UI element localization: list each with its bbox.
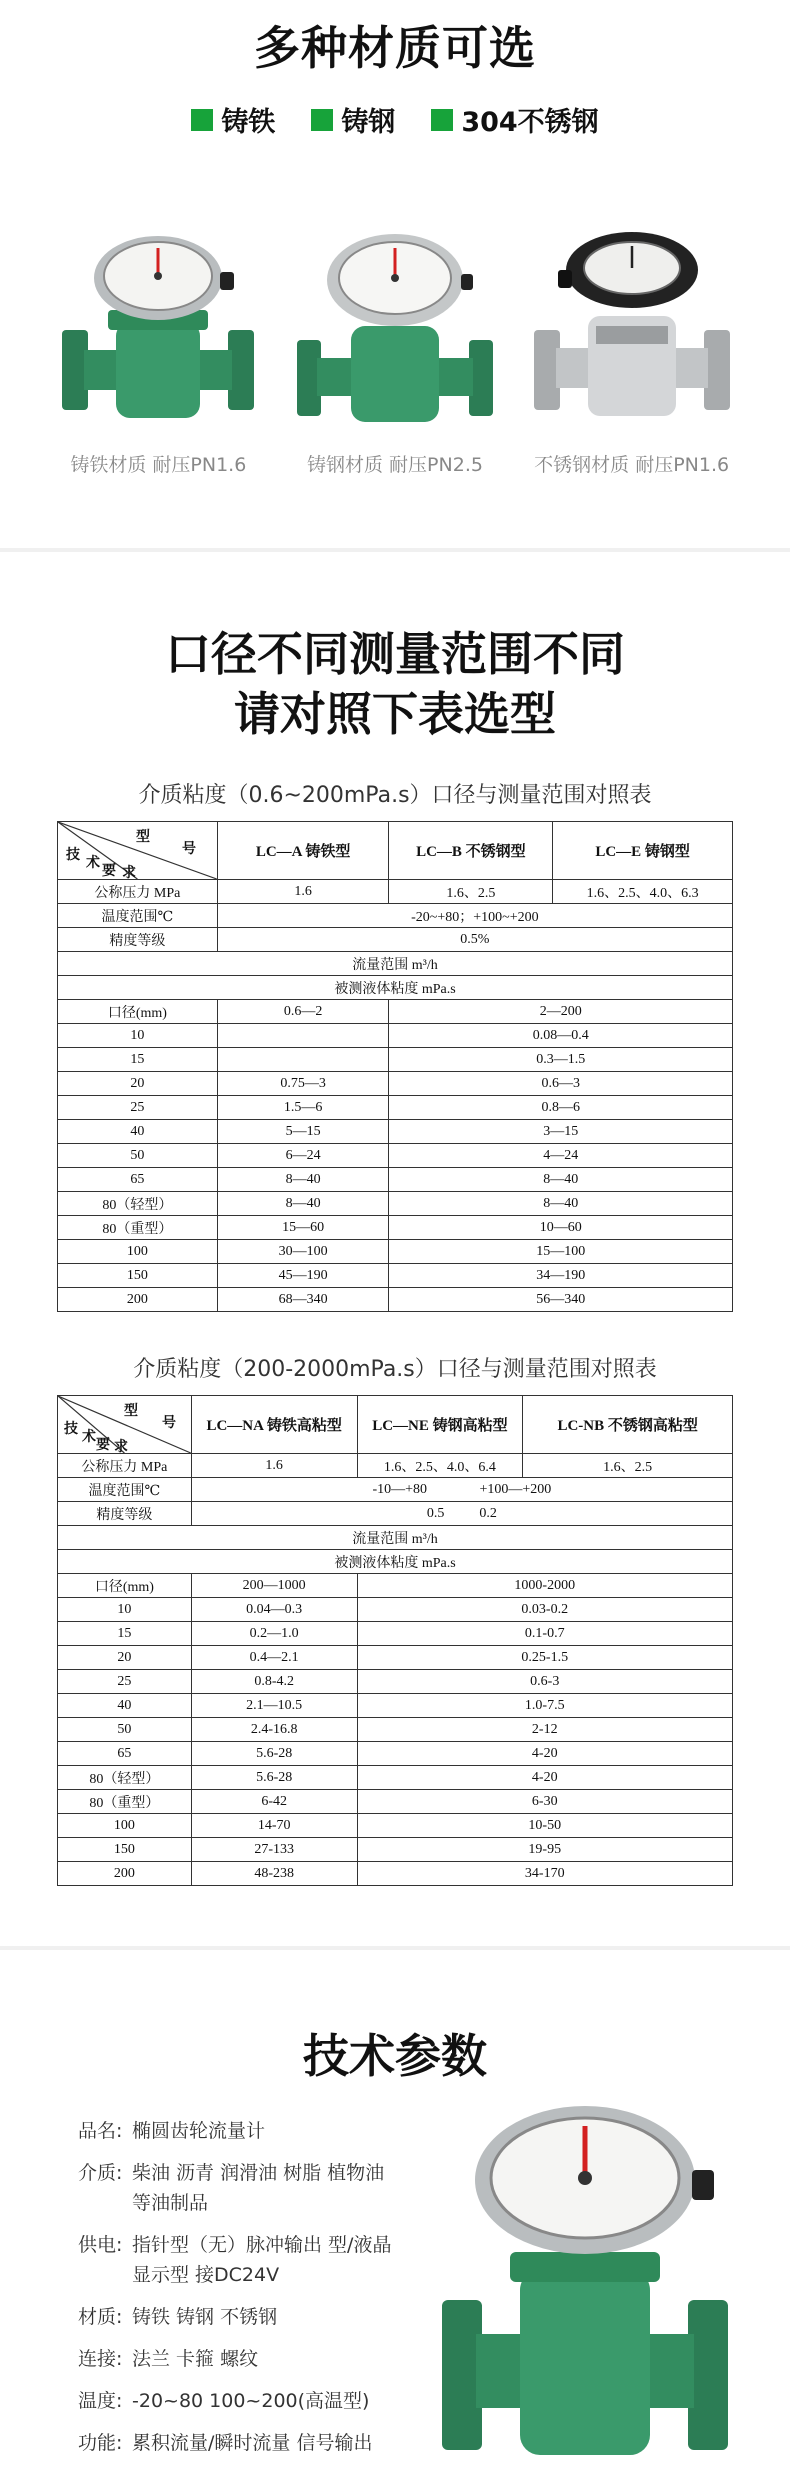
viscosity-label: 被测液体粘度 mPa.s xyxy=(58,1550,733,1574)
product-stainless xyxy=(532,230,732,477)
row-label: 20 xyxy=(58,1072,218,1096)
cell: 14-70 xyxy=(191,1814,357,1838)
cell: 30—100 xyxy=(217,1240,389,1264)
cell: 0.03-0.2 xyxy=(357,1598,732,1622)
row-label: 公称压力 MPa xyxy=(58,880,218,904)
flowmeter-main-image xyxy=(440,2100,730,2455)
cell: 56—340 xyxy=(389,1288,733,1312)
cell: 1.5—6 xyxy=(217,1096,389,1120)
cell: 15—60 xyxy=(217,1216,389,1240)
row-label: 15 xyxy=(58,1622,192,1646)
cell: 0.3—1.5 xyxy=(389,1048,733,1072)
table-row xyxy=(58,1814,733,1838)
selection-section xyxy=(0,552,790,1946)
param-row xyxy=(78,2386,392,2416)
product-cast-steel xyxy=(295,230,495,477)
row-label: 100 xyxy=(58,1240,218,1264)
cell: 1.0-7.5 xyxy=(357,1694,732,1718)
table-row xyxy=(58,1646,733,1670)
cell: 0.1-0.7 xyxy=(357,1622,732,1646)
cell: 0.25-1.5 xyxy=(357,1646,732,1670)
table2-caption: 介质粘度（200-2000mPa.s）口径与测量范围对照表 xyxy=(133,1357,657,1382)
cell: 4—24 xyxy=(389,1144,733,1168)
cell: 6-30 xyxy=(357,1790,732,1814)
cell: 0.8—6 xyxy=(389,1096,733,1120)
table-row xyxy=(58,1120,733,1144)
col-header: LC-NB 不锈钢高粘型 xyxy=(523,1396,733,1454)
cell: 8—40 xyxy=(217,1192,389,1216)
param-value: 累积流量/瞬时流量 信号输出 xyxy=(132,2432,373,2454)
cell: 0.8-4.2 xyxy=(191,1670,357,1694)
cell: 3—15 xyxy=(389,1120,733,1144)
row-label: 40 xyxy=(58,1120,218,1144)
param-key: 温度: xyxy=(78,2390,123,2412)
param-value: 指针型（无）脉冲输出 型/液晶显示型 接DC24V xyxy=(132,2234,392,2286)
param-value: 柴油 沥青 润滑油 树脂 植物油等油制品 xyxy=(132,2162,385,2214)
row-label: 100 xyxy=(58,1814,192,1838)
cell: 1.6 xyxy=(191,1454,357,1478)
param-value: 法兰 卡箍 螺纹 xyxy=(132,2348,259,2370)
param-value: 椭圆齿轮流量计 xyxy=(132,2120,266,2142)
cell: 1.6、2.5、4.0、6.3 xyxy=(553,880,733,904)
tech-params-section xyxy=(0,1950,790,2455)
table-row xyxy=(58,1216,733,1240)
col-header: LC—B 不锈钢型 xyxy=(389,822,553,880)
table-diagonal-header xyxy=(58,822,218,880)
row-label: 25 xyxy=(58,1670,192,1694)
cell xyxy=(217,1024,389,1048)
table2-wrap xyxy=(57,1395,733,1886)
tech-params-title: 技术参数 xyxy=(303,2029,487,2083)
cell: 6—24 xyxy=(217,1144,389,1168)
cell: 45—190 xyxy=(217,1264,389,1288)
param-value: 铸铁 铸钢 不锈钢 xyxy=(132,2306,278,2328)
cell: 5.6-28 xyxy=(191,1742,357,1766)
hdr-num: 号 xyxy=(162,1416,176,1431)
row-label: 200 xyxy=(58,1288,218,1312)
cell: 200—1000 xyxy=(191,1574,357,1598)
param-row xyxy=(78,2302,392,2332)
product-caption: 不锈钢材质 耐压PN1.6 xyxy=(534,454,730,476)
cell: 0.08—0.4 xyxy=(389,1024,733,1048)
hdr-shu: 术 xyxy=(82,1430,96,1445)
cell: 0.5% xyxy=(217,928,732,952)
flowmeter-image xyxy=(295,230,495,430)
param-value: -20~80 100~200(高温型) xyxy=(132,2390,370,2412)
product-caption: 铸钢材质 耐压PN2.5 xyxy=(307,454,483,476)
row-label: 50 xyxy=(58,1718,192,1742)
param-key: 材质: xyxy=(78,2306,123,2328)
table-row xyxy=(58,1766,733,1790)
row-label: 200 xyxy=(58,1862,192,1886)
hdr-model: 型 xyxy=(124,1404,138,1419)
cell: 2—200 xyxy=(389,1000,733,1024)
col-header: LC—NA 铸铁高粘型 xyxy=(191,1396,357,1454)
cell: 2.4-16.8 xyxy=(191,1718,357,1742)
cell: 1.6、2.5、4.0、6.4 xyxy=(357,1454,523,1478)
table-row xyxy=(58,1072,733,1096)
params-list xyxy=(78,2116,392,2470)
hdr-tech: 技 xyxy=(64,1422,78,1437)
row-label: 80（轻型） xyxy=(58,1766,192,1790)
table-row xyxy=(58,1742,733,1766)
col-header: LC—A 铸铁型 xyxy=(217,822,389,880)
cell: 8—40 xyxy=(389,1168,733,1192)
table-row xyxy=(58,1264,733,1288)
row-label: 150 xyxy=(58,1838,192,1862)
cell: 0.6-3 xyxy=(357,1670,732,1694)
table1-wrap xyxy=(57,821,733,1312)
param-key: 功能: xyxy=(78,2432,123,2454)
cell: 1.6 xyxy=(217,880,389,904)
materials-section xyxy=(0,0,790,548)
row-label: 温度范围℃ xyxy=(58,1478,192,1502)
material-label: 铸钢 xyxy=(341,107,396,138)
cell: 34-170 xyxy=(357,1862,732,1886)
table-row xyxy=(58,1288,733,1312)
cell: 15—100 xyxy=(389,1240,733,1264)
material-item xyxy=(431,100,598,139)
row-label: 150 xyxy=(58,1264,218,1288)
flowmeter-image xyxy=(58,230,258,430)
table-row xyxy=(58,1144,733,1168)
material-item xyxy=(191,100,275,139)
viscosity-label: 被测液体粘度 mPa.s xyxy=(58,976,733,1000)
table-row xyxy=(58,1048,733,1072)
flow-range-label: 流量范围 m³/h xyxy=(58,1526,733,1550)
param-row xyxy=(78,2230,392,2290)
table-row xyxy=(58,1838,733,1862)
row-label: 20 xyxy=(58,1646,192,1670)
table-row xyxy=(58,1694,733,1718)
col-header: LC—E 铸钢型 xyxy=(553,822,733,880)
row-label: 15 xyxy=(58,1048,218,1072)
row-label: 25 xyxy=(58,1096,218,1120)
row-label: 80（轻型） xyxy=(58,1192,218,1216)
selection-title-line2: 请对照下表选型 xyxy=(234,687,556,741)
hdr-tech: 技 xyxy=(66,848,80,863)
param-row xyxy=(78,2158,392,2218)
param-key: 品名: xyxy=(78,2120,123,2142)
flow-range-label: 流量范围 m³/h xyxy=(58,952,733,976)
row-label: 温度范围℃ xyxy=(58,904,218,928)
cell: 68—340 xyxy=(217,1288,389,1312)
selection-title-line1: 口径不同测量范围不同 xyxy=(165,627,625,681)
cell: 34—190 xyxy=(389,1264,733,1288)
hdr-qiu: 求 xyxy=(114,1440,128,1455)
row-label: 65 xyxy=(58,1168,218,1192)
row-label: 精度等级 xyxy=(58,1502,192,1526)
hdr-shu: 术 xyxy=(86,856,100,871)
param-key: 介质: xyxy=(78,2162,123,2184)
table2-body xyxy=(58,1574,733,1886)
table-row xyxy=(58,1574,733,1598)
hdr-model: 型 xyxy=(136,830,150,845)
table-row xyxy=(58,1862,733,1886)
cell: 48-238 xyxy=(191,1862,357,1886)
range-table-1 xyxy=(57,821,733,1312)
product-cast-iron xyxy=(58,230,258,477)
row-label: 10 xyxy=(58,1598,192,1622)
hdr-req: 要 xyxy=(96,1438,110,1453)
cell: 4-20 xyxy=(357,1742,732,1766)
table-row xyxy=(58,1096,733,1120)
row-label: 口径(mm) xyxy=(58,1000,218,1024)
material-label: 铸铁 xyxy=(221,107,276,138)
cell xyxy=(217,1048,389,1072)
cell: 8—40 xyxy=(217,1168,389,1192)
param-row xyxy=(78,2344,392,2374)
product-row xyxy=(0,230,790,477)
table-row xyxy=(58,1168,733,1192)
param-key: 供电: xyxy=(78,2234,123,2256)
cell: 0.2—1.0 xyxy=(191,1622,357,1646)
green-square-icon xyxy=(431,109,453,131)
row-label: 口径(mm) xyxy=(58,1574,192,1598)
table-row xyxy=(58,1024,733,1048)
table-row xyxy=(58,1718,733,1742)
hdr-num: 号 xyxy=(182,842,196,857)
green-square-icon xyxy=(191,109,213,131)
cell: 10-50 xyxy=(357,1814,732,1838)
table-row xyxy=(58,1670,733,1694)
cell: 0.5 0.2 xyxy=(191,1502,732,1526)
row-label: 80（重型） xyxy=(58,1790,192,1814)
flowmeter-image xyxy=(532,230,732,430)
cell: 10—60 xyxy=(389,1216,733,1240)
table1-caption: 介质粘度（0.6~200mPa.s）口径与测量范围对照表 xyxy=(138,783,652,808)
cell: 0.04—0.3 xyxy=(191,1598,357,1622)
cell: 6-42 xyxy=(191,1790,357,1814)
cell: 2-12 xyxy=(357,1718,732,1742)
cell: 1.6、2.5 xyxy=(389,880,553,904)
cell: 19-95 xyxy=(357,1838,732,1862)
materials-list xyxy=(0,100,790,139)
cell: 0.4—2.1 xyxy=(191,1646,357,1670)
hdr-qiu: 求 xyxy=(122,866,136,881)
param-row xyxy=(78,2116,392,2146)
cell: 0.75—3 xyxy=(217,1072,389,1096)
cell: -20~+80；+100~+200 xyxy=(217,904,732,928)
table-row xyxy=(58,1790,733,1814)
material-label: 304不锈钢 xyxy=(461,107,599,138)
col-header: LC—NE 铸钢高粘型 xyxy=(357,1396,523,1454)
table-row xyxy=(58,1240,733,1264)
row-label: 65 xyxy=(58,1742,192,1766)
cell: 4-20 xyxy=(357,1766,732,1790)
row-label: 10 xyxy=(58,1024,218,1048)
table1-body xyxy=(58,1000,733,1312)
table-row xyxy=(58,1000,733,1024)
row-label: 精度等级 xyxy=(58,928,218,952)
cell: 2.1—10.5 xyxy=(191,1694,357,1718)
cell: 0.6—2 xyxy=(217,1000,389,1024)
range-table-2 xyxy=(57,1395,733,1886)
cell: 8—40 xyxy=(389,1192,733,1216)
hdr-req: 要 xyxy=(102,864,116,879)
row-label: 公称压力 MPa xyxy=(58,1454,192,1478)
cell: 5—15 xyxy=(217,1120,389,1144)
row-label: 80（重型） xyxy=(58,1216,218,1240)
table-row xyxy=(58,1622,733,1646)
material-item xyxy=(311,100,395,139)
cell: 5.6-28 xyxy=(191,1766,357,1790)
cell: 27-133 xyxy=(191,1838,357,1862)
table-row xyxy=(58,1598,733,1622)
green-square-icon xyxy=(311,109,333,131)
param-row xyxy=(78,2428,392,2458)
table-diagonal-header xyxy=(58,1396,192,1454)
cell: -10—+80 +100—+200 xyxy=(191,1478,732,1502)
row-label: 50 xyxy=(58,1144,218,1168)
cell: 1000-2000 xyxy=(357,1574,732,1598)
cell: 0.6—3 xyxy=(389,1072,733,1096)
row-label: 40 xyxy=(58,1694,192,1718)
product-caption: 铸铁材质 耐压PN1.6 xyxy=(70,454,247,476)
materials-title: 多种材质可选 xyxy=(254,21,536,75)
cell: 1.6、2.5 xyxy=(523,1454,733,1478)
param-key: 连接: xyxy=(78,2348,123,2370)
table-row xyxy=(58,1192,733,1216)
